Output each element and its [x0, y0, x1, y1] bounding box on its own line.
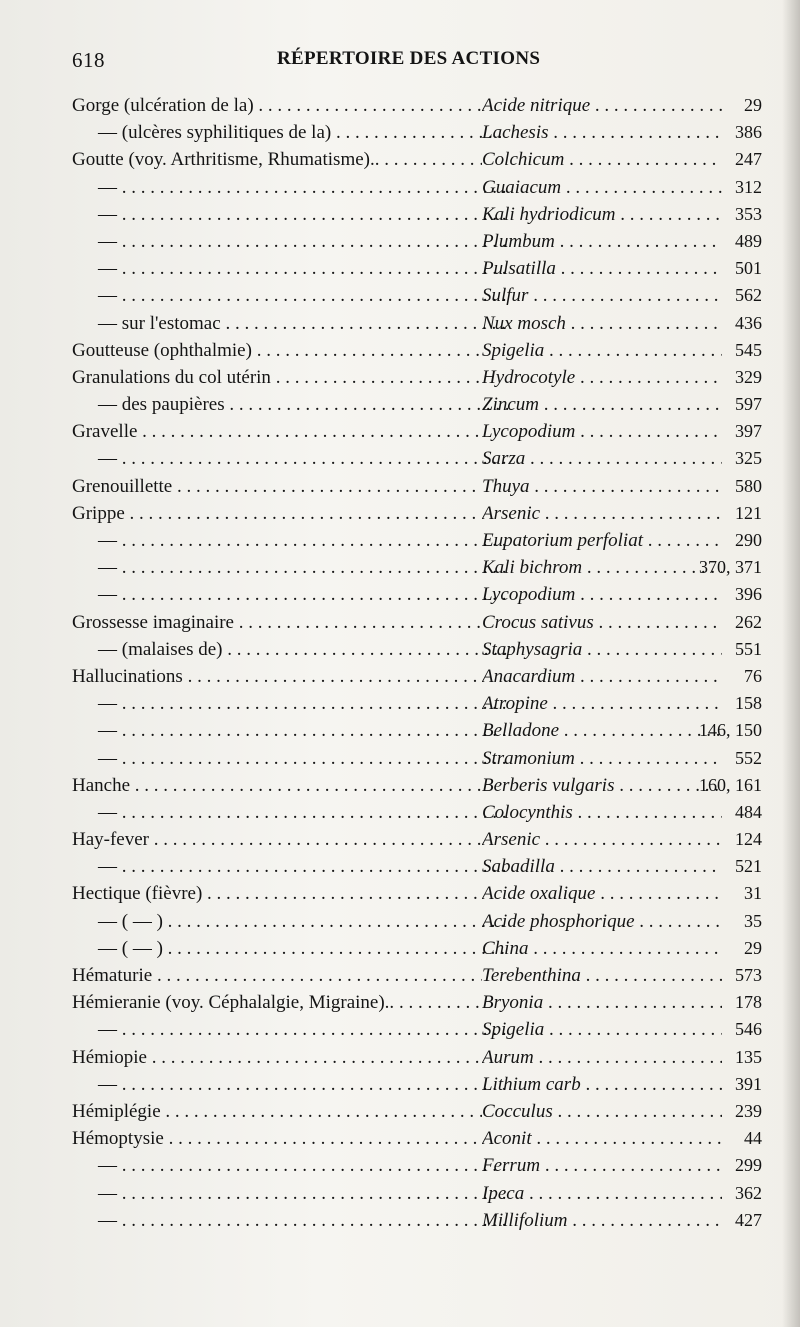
index-entry: [72, 500, 762, 527]
entry-remedy: Atropine . . .: [482, 690, 722, 717]
entry-subject: Granulations du col utérin . . .: [72, 364, 482, 391]
entry-subject: — . . .: [72, 228, 508, 255]
running-title: RÉPERTOIRE DES ACTIONS: [277, 48, 541, 69]
index-entry: [72, 880, 762, 907]
entry-pages: 436: [735, 312, 762, 333]
index-entry: [72, 690, 762, 717]
index-entry: [72, 853, 762, 880]
entry-remedy: Guaiacum . . .: [482, 174, 722, 201]
entry-pages: 370, 371: [699, 557, 762, 578]
index-entry: [72, 745, 762, 772]
entry-remedy: Spigelia . . .: [482, 337, 722, 364]
entry-pages: 545: [735, 339, 762, 360]
index-entry: [72, 418, 762, 445]
entry-pages: 158: [735, 693, 762, 714]
entry-subject: Grossesse imaginaire . . .: [72, 609, 482, 636]
index-entry: [72, 119, 762, 146]
index-entry: [72, 364, 762, 391]
entry-remedy: Arsenic . . .: [482, 826, 722, 853]
entry-remedy: Zincum . . .: [482, 391, 722, 418]
entry-remedy: Colocynthis . . .: [482, 799, 722, 826]
entry-remedy: Lycopodium . . .: [482, 418, 722, 445]
index-entry: [72, 1016, 762, 1043]
entry-remedy: Colchicum . . .: [482, 146, 722, 173]
entry-pages: 362: [735, 1182, 762, 1203]
entry-remedy: Eupatorium perfoliat . . .: [482, 527, 722, 554]
entry-subject: — . . .: [72, 1180, 508, 1207]
entry-subject: — . . .: [72, 853, 508, 880]
entry-subject: — . . .: [72, 745, 508, 772]
entry-remedy: Belladone . . .: [482, 717, 722, 744]
entry-subject: Hay-fever . . .: [72, 826, 482, 853]
entry-remedy: Anacardium . . .: [482, 663, 722, 690]
entry-subject: Grippe . . .: [72, 500, 482, 527]
entry-pages: 44: [744, 1128, 762, 1149]
index-entry: [72, 282, 762, 309]
entry-subject: Hémieranie (voy. Céphalalgie, Migraine).. . . .: [72, 989, 482, 1016]
index-entry: [72, 92, 762, 119]
index-entry: [72, 1125, 762, 1152]
index-entry: [72, 391, 762, 418]
entry-pages: 597: [735, 394, 762, 415]
entry-pages: 386: [735, 122, 762, 143]
entry-subject: Hanche . . .: [72, 772, 482, 799]
page-spine-shadow: [782, 0, 800, 1327]
entry-pages: 76: [744, 665, 762, 686]
entry-remedy: Berberis vulgaris . . .: [482, 772, 722, 799]
entry-pages: 178: [735, 992, 762, 1013]
entry-pages: 501: [735, 258, 762, 279]
entry-remedy: Acide oxalique . . .: [482, 880, 722, 907]
index-entry: [72, 717, 762, 744]
entry-remedy: Acide nitrique . . .: [482, 92, 722, 119]
entry-remedy: Millifolium . . .: [482, 1207, 722, 1234]
page-number: 618: [72, 48, 105, 72]
index-entry: [72, 1044, 762, 1071]
index-entry: [72, 772, 762, 799]
entry-pages: 396: [735, 584, 762, 605]
entry-pages: 239: [735, 1100, 762, 1121]
entry-pages: 427: [735, 1209, 762, 1230]
entry-pages: 312: [735, 176, 762, 197]
index-entry: [72, 1152, 762, 1179]
index-entry: [72, 935, 762, 962]
index-entry: [72, 799, 762, 826]
entry-pages: 35: [744, 910, 762, 931]
index-entry: [72, 228, 762, 255]
entry-subject: — ( — ) . . .: [72, 935, 508, 962]
entry-remedy: Arsenic . . .: [482, 500, 722, 527]
entry-subject: — . . .: [72, 1152, 508, 1179]
index-entry: [72, 962, 762, 989]
entry-remedy: Lithium carb . . .: [482, 1071, 722, 1098]
index-entry: [72, 663, 762, 690]
entry-remedy: Cocculus . . .: [482, 1098, 722, 1125]
entry-pages: 31: [744, 883, 762, 904]
index-entry: [72, 337, 762, 364]
entry-pages: 247: [735, 149, 762, 170]
entry-subject: — . . .: [72, 255, 508, 282]
entry-remedy: Spigelia . . .: [482, 1016, 722, 1043]
entry-subject: — . . .: [72, 282, 508, 309]
entry-subject: — (ulcères syphilitiques de la) . . .: [72, 119, 508, 146]
entry-subject: — des paupières . . .: [72, 391, 508, 418]
entry-pages: 124: [735, 829, 762, 850]
entry-remedy: Terebenthina . . .: [482, 962, 722, 989]
entry-remedy: Ipeca . . .: [482, 1180, 722, 1207]
entry-subject: — . . .: [72, 445, 508, 472]
entry-subject: — . . .: [72, 799, 508, 826]
index-entry: [72, 255, 762, 282]
entry-remedy: Sabadilla . . .: [482, 853, 722, 880]
entry-remedy: Acide phosphorique . . .: [482, 908, 722, 935]
index-entry: [72, 1071, 762, 1098]
entry-pages: 562: [735, 285, 762, 306]
index-entry: [72, 636, 762, 663]
entry-pages: 573: [735, 965, 762, 985]
entry-remedy: China . . .: [482, 935, 722, 962]
entry-pages: 353: [735, 203, 762, 224]
index-entry: [72, 310, 762, 337]
entry-remedy: Crocus sativus . . .: [482, 609, 722, 636]
index-entry: [72, 1207, 762, 1234]
entry-remedy: Sulfur . . .: [482, 282, 722, 309]
entry-subject: Hémoptysie . . .: [72, 1125, 482, 1152]
index-entry: [72, 1180, 762, 1207]
entry-subject: — . . .: [72, 717, 508, 744]
entry-remedy: Pulsatilla . . .: [482, 255, 722, 282]
index-entry: [72, 826, 762, 853]
entry-subject: Hallucinations . . .: [72, 663, 482, 690]
entry-subject: Goutte (voy. Arthritisme, Rhumatisme).. . . .: [72, 146, 482, 173]
entry-pages: 325: [735, 448, 762, 469]
page-header: [72, 48, 762, 78]
index-entry: [72, 609, 762, 636]
entry-subject: — . . .: [72, 1016, 508, 1043]
index-entries: [72, 92, 762, 1234]
entry-subject: — . . .: [72, 201, 508, 228]
entry-subject: — . . .: [72, 1071, 508, 1098]
entry-subject: Goutteuse (ophthalmie) . . .: [72, 337, 482, 364]
entry-pages: 551: [735, 638, 762, 659]
entry-remedy: Plumbum . . .: [482, 228, 722, 255]
entry-remedy: Kali bichrom . . .: [482, 554, 722, 581]
entry-subject: — (malaises de) . . .: [72, 636, 508, 663]
entry-remedy: Kali hydriodicum . . .: [482, 201, 722, 228]
entry-remedy: Stramonium . . .: [482, 745, 722, 772]
entry-remedy: Bryonia . . .: [482, 989, 722, 1016]
entry-pages: 521: [735, 856, 762, 877]
entry-pages: 397: [735, 421, 762, 442]
entry-subject: Hémiplégie . . .: [72, 1098, 482, 1125]
entry-remedy: Sarza . . .: [482, 445, 722, 472]
index-entry: [72, 445, 762, 472]
entry-subject: — . . .: [72, 174, 508, 201]
entry-remedy: Aconit . . .: [482, 1125, 722, 1152]
entry-pages: 546: [735, 1019, 762, 1040]
index-entry: [72, 201, 762, 228]
entry-pages: 262: [735, 611, 762, 632]
entry-remedy: Lycopodium . . .: [482, 581, 722, 608]
entry-pages: 29: [744, 95, 762, 115]
index-entry: [72, 146, 762, 173]
entry-pages: 299: [735, 1155, 762, 1176]
entry-subject: Hémiopie . . .: [72, 1044, 482, 1071]
entry-pages: 552: [735, 747, 762, 768]
entry-remedy: Aurum . . .: [482, 1044, 722, 1071]
index-entry: [72, 989, 762, 1016]
entry-pages: 391: [735, 1073, 762, 1094]
index-entry: [72, 554, 762, 581]
index-entry: [72, 1098, 762, 1125]
index-entry: [72, 581, 762, 608]
entry-remedy: Lachesis . . .: [482, 119, 722, 146]
index-entry: [72, 908, 762, 935]
entry-subject: — . . .: [72, 1207, 508, 1234]
entry-pages: 580: [735, 475, 762, 496]
entry-subject: — . . .: [72, 527, 508, 554]
entry-subject: Grenouillette . . .: [72, 473, 482, 500]
entry-subject: Hectique (fièvre) . . .: [72, 880, 482, 907]
entry-pages: 135: [735, 1046, 762, 1067]
entry-pages: 329: [735, 366, 762, 387]
entry-subject: Hématurie . . .: [72, 962, 482, 989]
entry-pages: 29: [744, 937, 762, 958]
entry-pages: 121: [735, 502, 762, 523]
entry-subject: Gorge (ulcération de la) . . .: [72, 92, 482, 119]
index-entry: [72, 527, 762, 554]
entry-pages: 484: [735, 801, 762, 822]
entry-remedy: Nux mosch . . .: [482, 310, 722, 337]
entry-pages: 160, 161: [699, 774, 762, 795]
entry-subject: — ( — ) . . .: [72, 908, 508, 935]
entry-remedy: Ferrum . . .: [482, 1152, 722, 1179]
entry-subject: — . . .: [72, 581, 508, 608]
index-entry: [72, 174, 762, 201]
entry-subject: — . . .: [72, 690, 508, 717]
entry-pages: 290: [735, 530, 762, 550]
entry-subject: Gravelle . . .: [72, 418, 482, 445]
entry-remedy: Hydrocotyle . . .: [482, 364, 722, 391]
entry-pages: 489: [735, 230, 762, 251]
index-entry: [72, 473, 762, 500]
entry-remedy: Staphysagria . . .: [482, 636, 722, 663]
entry-pages: 146, 150: [699, 720, 762, 741]
entry-remedy: Thuya . . .: [482, 473, 722, 500]
entry-subject: — . . .: [72, 554, 508, 581]
entry-subject: — sur l'estomac . . .: [72, 310, 508, 337]
